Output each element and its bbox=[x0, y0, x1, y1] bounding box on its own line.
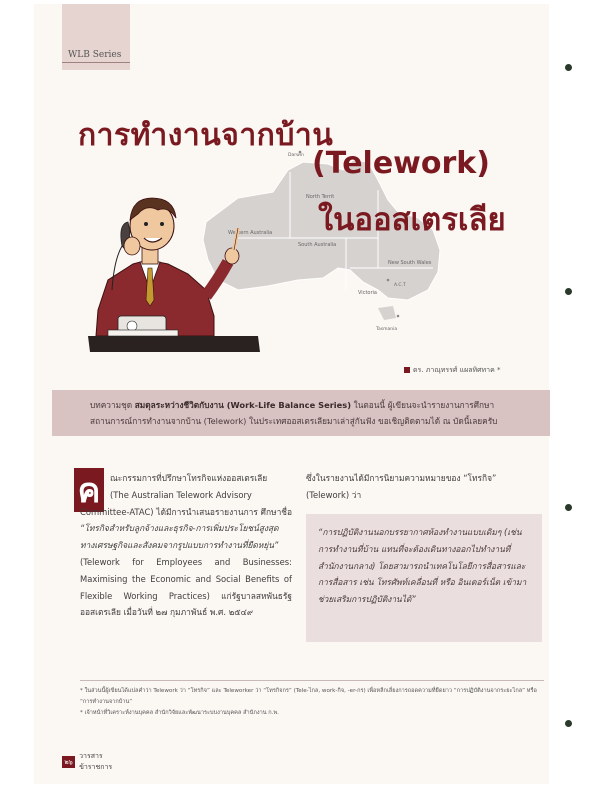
page-footer bbox=[62, 752, 132, 771]
binder-hole-icon bbox=[565, 720, 572, 727]
body-line: (The Australian Telework Advisory bbox=[110, 489, 252, 500]
binder-hole-icon bbox=[565, 288, 572, 295]
footnote: * ในส่วนนี้ผู้เขียนได้แปลคำว่า Telework ว่า “โทรกิจ” และ Teleworker ว่า “โทรกิจกร” (Tele-ไกล, work-กิจ, -er-กร) เพื่อหลีกเลี่ยงการถอดความที่ยืดยาว “การปฏิบัติงานจากระยะไกล” หรือ “การทำงานจากบ้าน” bbox=[80, 688, 537, 705]
footnote: * เจ้าหน้าที่วิเคราะห์งานบุคคล สำนักวิจัยและพัฒนาระบบงานบุคคล สำนักงาน ก.พ. bbox=[80, 710, 279, 716]
body-line: Committee-ATAC) ได้มีการนำเสนอรายงานการ bbox=[80, 506, 258, 517]
intro-bold: สมดุลระหว่างชีวิตกับงาน (Work-Life Balance Series) bbox=[134, 400, 351, 410]
author-byline bbox=[404, 365, 501, 376]
binder-hole-icon bbox=[565, 504, 572, 511]
report-title-english: (Telework for Employees and Businesses: Maximising the Economic and Social Benefits of Flexible Working Practices) bbox=[80, 556, 292, 601]
body-left-column bbox=[80, 470, 292, 621]
bullet-square-icon bbox=[404, 367, 410, 373]
body-line: ศึกษาชื่อ bbox=[260, 506, 292, 517]
map-label-sa: South Australia bbox=[298, 242, 337, 248]
map-label-vic: Victoria bbox=[358, 290, 377, 296]
title-line-1: การทำงานจากบ้าน bbox=[78, 118, 334, 153]
series-label: WLB Series bbox=[68, 50, 122, 60]
map-label-tas: Tasmania bbox=[376, 327, 398, 332]
report-title-thai: “โทรกิจสำหรับลูกจ้างและธุรกิจ-การเพิ่มประโยชน์สูงสุดทางเศรษฐกิจและสังคมจากรูปแบบการทำงานที่ยืดหยุ่น” bbox=[80, 523, 279, 551]
series-divider bbox=[62, 62, 130, 63]
footnote-divider bbox=[80, 680, 544, 681]
footnotes bbox=[80, 686, 550, 719]
author-name: ดร. ภาณุทรรศ์ แผลทิศทาค * bbox=[413, 366, 501, 374]
map-label-wa: Western Australia bbox=[228, 230, 273, 236]
series-block bbox=[62, 4, 130, 70]
definition-quote: “การปฏิบัติงานนอกบรรยากาศห้องทำงานแบบเดิมๆ (เช่น การทำงานที่บ้าน แทนที่จะต้องเดินทางออกไปทำงานที่สำนักงานกลาง) โดยสามารถนำเทคโนโลยีการสื่อสารและการสื่อสาร เช่น โทรศัพท์เคลื่อนที่ หรือ อินเตอร์เน็ต เข้ามาช่วยเสริมการปฏิบัติงานได้” bbox=[318, 527, 527, 605]
body-right-intro: ซึ่งในรายงานได้มีการนิยามความหมายของ “โทรกิจ” (Telework) ว่า bbox=[306, 473, 497, 500]
map-label-act: A.C.T bbox=[394, 283, 406, 288]
page-number: ๒๖ bbox=[62, 756, 75, 768]
map-label-nt: North Territ bbox=[306, 194, 335, 200]
title-line-3: ในออสเตรเลีย bbox=[318, 202, 506, 238]
binder-hole-icon bbox=[565, 64, 572, 71]
intro-rest: ในตอนนี้ ผู้เขียนจะนำรายงานการศึกษาสถานการณ์การทำงานจากบ้าน (Telework) ในประเทศออสเตรเลียมาเล่าสู่กันฟัง ขอเชิญติดตามได้ ณ บัดนี้เลยครับ bbox=[90, 400, 498, 426]
body-line: แก่รัฐบาลสหพันธรัฐออสเตรเลีย เมื่อวันที่ ๒๗ กุมภาพันธ์ พ.ศ. ๒๕๔๙ bbox=[80, 590, 292, 618]
drop-cap: ค bbox=[74, 468, 104, 512]
map-label-darwin: Darwin bbox=[288, 153, 304, 158]
title-line-2: (Telework) bbox=[312, 146, 490, 181]
magazine-name: วารสารข้าราชการ bbox=[79, 752, 113, 771]
map-label-nsw: New South Wales bbox=[388, 260, 432, 266]
body-line: ณะกรรมการที่ปรึกษาโทรกิจแห่งออสเตรเลีย bbox=[110, 473, 268, 483]
intro-prefix: บทความชุด bbox=[90, 400, 135, 410]
intro-paragraph bbox=[90, 397, 526, 429]
